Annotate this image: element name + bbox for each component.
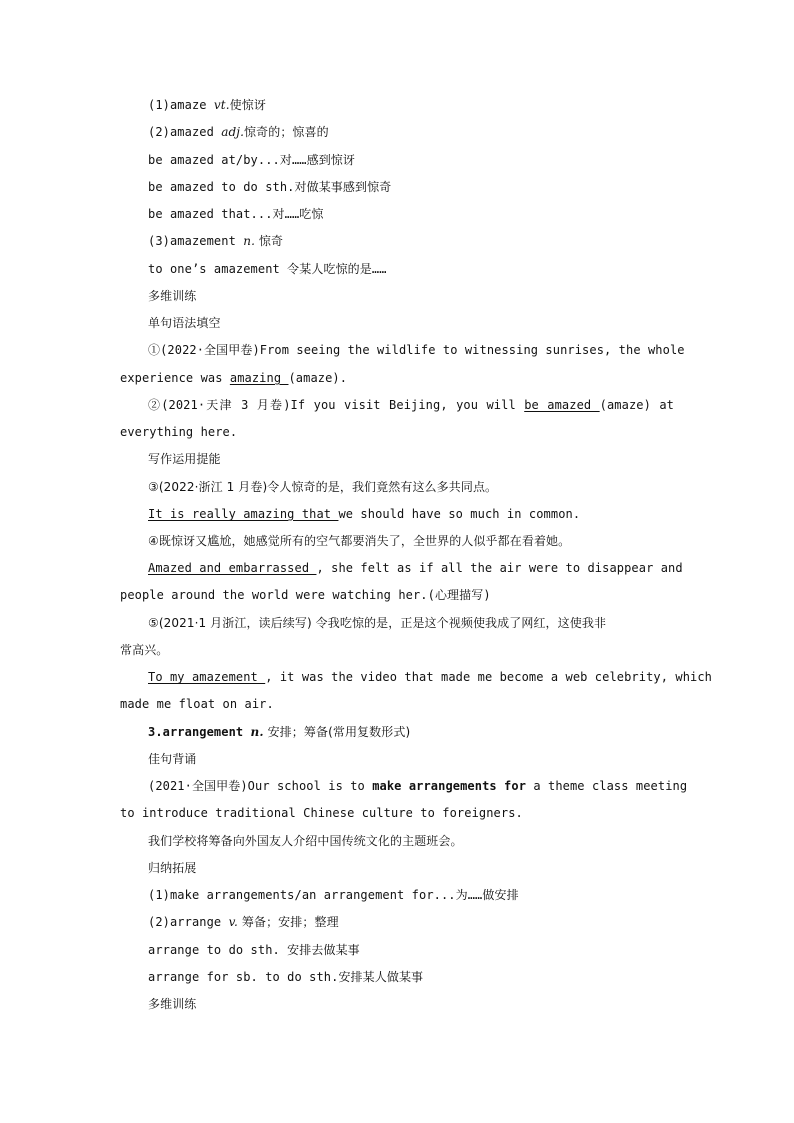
phrase-line: arrange to do sth. 安排去做某事: [148, 943, 360, 957]
phrase-line: be amazed to do sth.对做某事感到惊奇: [148, 180, 392, 194]
section-heading: 多维训练: [148, 289, 197, 303]
part-of-speech: vt.: [213, 98, 230, 112]
meaning: 使惊讶: [229, 98, 266, 112]
phrase-line: be amazed that...对……吃惊: [148, 207, 324, 221]
example-line: to introduce traditional Chinese culture to foreigners.: [120, 806, 523, 820]
phrase-line: be amazed at/by...对……感到惊讶: [148, 153, 355, 167]
exercise-line: [148, 669, 713, 685]
text: (amaze).: [288, 371, 348, 385]
exercise-line: ④既惊讶又尴尬，她感觉所有的空气都要消失了，全世界的人似乎都在看着她。: [148, 534, 571, 548]
text: a theme class meeting: [526, 779, 688, 793]
section-heading: 写作运用提能: [148, 452, 221, 466]
term: (2)arrange: [148, 915, 229, 929]
def-arrange: [148, 914, 339, 930]
exercise-line: people around the world were watching her.(心理描写): [120, 588, 491, 602]
term: (3)amazement: [148, 234, 244, 248]
answer: amazing: [229, 371, 289, 385]
exercise-line: [148, 506, 580, 522]
part-of-speech: n.: [243, 234, 255, 248]
def-amazed: [148, 124, 329, 140]
exercise-line: made me float on air.: [120, 697, 274, 711]
section-heading: 多维训练: [148, 997, 197, 1011]
translation-line: 我们学校将筹备向外国友人介绍中国传统文化的主题班会。: [148, 834, 463, 848]
text: ②(2021·天津 3 月卷)If you visit Beijing, you will: [148, 398, 525, 412]
answer: To my amazement: [148, 670, 266, 684]
text: , it was the video that made me become a web celebrity, which: [265, 670, 713, 684]
phrase-line: to one’s amazement 令某人吃惊的是……: [148, 262, 387, 276]
meaning: 筹备；安排；整理: [237, 915, 339, 929]
key-phrase: make arrangements for: [372, 779, 527, 793]
exercise-line: [148, 560, 683, 576]
example-line: [148, 778, 688, 794]
text: (amaze) at: [599, 398, 675, 412]
term: 3.arrangement: [148, 725, 251, 739]
section-heading: 佳句背诵: [148, 752, 197, 766]
def-amazement: [148, 233, 283, 249]
part-of-speech: n.: [250, 725, 264, 739]
meaning: 安排；筹备(常用复数形式): [263, 725, 411, 739]
meaning: 惊奇的；惊喜的: [244, 125, 329, 139]
text: , she felt as if all the air were to disappear and: [316, 561, 683, 575]
meaning: 惊奇: [254, 234, 284, 248]
term: (1)amaze: [148, 98, 214, 112]
exercise-line: ①(2022·全国甲卷)From seeing the wildlife to witnessing sunrises, the whole: [148, 343, 685, 357]
section-heading: 归纳拓展: [148, 861, 197, 875]
answer: be amazed: [524, 398, 600, 412]
exercise-line: ③(2022·浙江 1 月卷)令人惊奇的是，我们竟然有这么多共同点。: [148, 480, 498, 494]
part-of-speech: adj.: [221, 125, 245, 139]
section-heading: 单句语法填空: [148, 316, 221, 330]
text: we should have so much in common.: [338, 507, 581, 521]
exercise-line: [120, 370, 674, 386]
def-amaze: [148, 97, 266, 113]
phrase-line: arrange for sb. to do sth.安排某人做某事: [148, 970, 424, 984]
answer: Amazed and embarrassed: [148, 561, 317, 575]
exercise-line: everything here.: [120, 425, 238, 439]
answer: It is really amazing that: [148, 507, 339, 521]
text: experience was: [120, 371, 230, 385]
part-of-speech: v.: [228, 915, 238, 929]
entry-heading: [148, 724, 410, 740]
exercise-line: [148, 397, 674, 413]
phrase-line: (1)make arrangements/an arrangement for...为……做安排: [148, 888, 519, 902]
exercise-line: 常高兴。: [120, 643, 169, 657]
exercise-line: ⑤(2021·1 月浙江，读后续写) 令我吃惊的是，正是这个视频使我成了网红，这使我非: [148, 616, 607, 630]
text: (2021·全国甲卷)Our school is to: [148, 779, 373, 793]
term: (2)amazed: [148, 125, 222, 139]
